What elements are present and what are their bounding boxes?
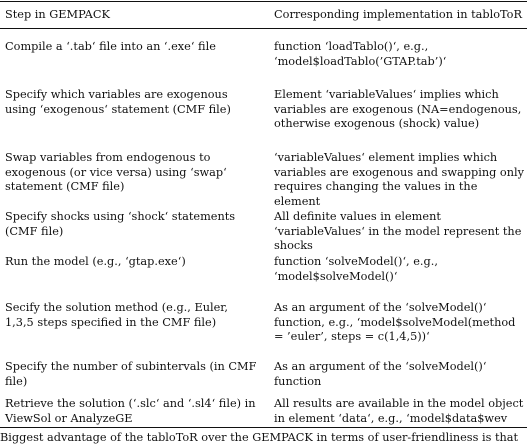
row-7-step: Retrieve the solution (‘.slc‘ and ‘.sl4‘ file) in ViewSol or AnalyzeGE	[5, 397, 256, 425]
row-1-impl: Element ‘variableValues‘ implies which variables are exogenous (NA=endogenous, otherwise exogenous (shock) value)	[274, 88, 522, 130]
row-3-impl: All definite values in element ‘variableValues‘ in the model represent the shocks	[274, 210, 522, 252]
row-5-step: Secify the solution method (e.g., Euler, 1,3,5 steps specified in the CMF file)	[5, 301, 229, 329]
row-1-step: Specify which variables are exogenous using ‘exogenous‘ statement (CMF file)	[5, 88, 231, 116]
row-6-impl: As an argument of the ‘solveModel()‘ function	[274, 360, 487, 388]
row-6-step: Specify the number of subintervals (in CMF file)	[5, 360, 257, 388]
row-2-step: Swap variables from endogenous to exogenous (or vice versa) using ‘swap‘ statement (CMF file)	[5, 151, 227, 193]
table-bottom-rule	[0, 427, 527, 428]
row-0-step: Compile a ‘.tab‘ file into an ‘.exe‘ file	[5, 40, 216, 53]
following-paragraph-text: Biggest advantage of the tabloToR over the GEMPACK in terms of user-friendliness is that	[0, 431, 519, 444]
row-2-impl: ‘variableValues‘ element implies which variables are exogenous and swapping only requires changing the values in the element	[274, 151, 524, 208]
header-rule	[0, 28, 527, 29]
header-step: Step in GEMPACK	[5, 8, 110, 21]
row-4-step: Run the model (e.g., ‘gtap.exe‘)	[5, 255, 186, 268]
row-5-impl: As an argument of the ‘solveModel()‘ function, e.g., ‘model$solveModel(method = ’euler’, steps = c(1,4,5))‘	[274, 301, 516, 343]
row-0-impl: function ‘loadTablo()‘, e.g., ‘model$loadTablo(’GTAP.tab’)‘	[274, 40, 447, 68]
table-top-rule	[0, 1, 527, 2]
row-3-step: Specify shocks using ‘shock‘ statements (CMF file)	[5, 210, 236, 238]
header-implementation: Corresponding implementation in tabloToR	[274, 8, 522, 21]
row-4-impl: function ‘solveModel()‘, e.g., ‘model$solveModel()‘	[274, 255, 438, 283]
row-7-impl: All results are available in the model object in element ‘data‘, e.g., ‘model$data$wev	[274, 397, 524, 425]
